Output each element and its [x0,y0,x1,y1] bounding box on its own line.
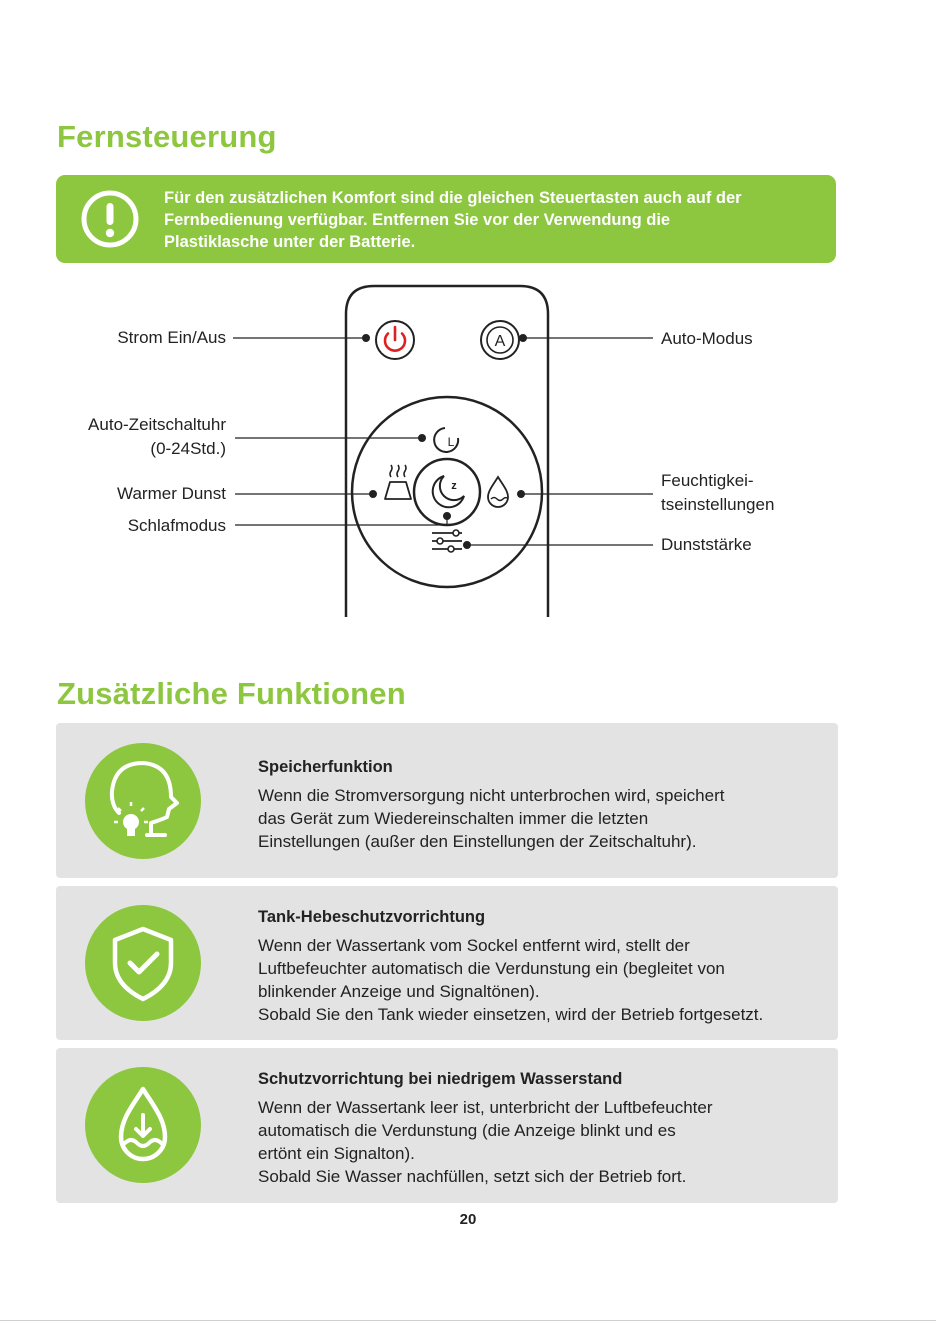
notice-line: Fernbedienung verfügbar. Entfernen Sie vor der Verwendung die [164,211,671,229]
feature-text-line: blinkender Anzeige und Signaltönen). [258,982,540,1001]
section-title-remote: Fernsteuerung [57,119,277,154]
section-title-features: Zusätzliche Funktionen [57,676,406,711]
label-humidity [661,469,774,517]
feature-text-line: Luftbefeuchter automatisch die Verdunstung ein (begleitet von [258,959,725,978]
feature-text-line: Sobald Sie den Tank wieder einsetzen, wird der Betrieb fortgesetzt. [258,1005,764,1024]
head-lightbulb-icon [85,743,201,859]
feature-title: Schutzvorrichtung bei niedrigem Wasserstand [258,1070,623,1088]
notice-line: Für den zusätzlichen Komfort sind die gleichen Steuertasten auch auf der [164,189,742,207]
shield-check-icon [85,905,201,1021]
water-drop-arrow-icon [85,1067,201,1183]
feature-text-line: ertönt ein Signalton). [258,1144,415,1163]
exclamation-circle-icon [80,189,140,249]
notice-text [164,187,824,253]
page-number: 20 [459,1211,477,1228]
label-timer [88,413,226,461]
label-humidity-line2: tseinstellungen [661,495,775,514]
feature-text-line: das Gerät zum Wiedereinschalten immer die letzten [258,809,649,828]
sleep-letter: z [451,480,457,492]
feature-panel-water [56,1048,838,1203]
timer-letter: L [447,435,455,449]
feature-text-line: Wenn der Wassertank leer ist, unterbricht der Luftbefeuchter [258,1098,713,1117]
remote-diagram [0,280,936,625]
label-timer-line2: (0-24Std.) [150,439,226,458]
label-humidity-line1: Feuchtigkei- [661,471,754,490]
feature-panel-tank [56,886,838,1040]
power-icon [376,321,414,359]
feature-title: Speicherfunktion [258,758,393,776]
auto-a-icon [481,321,519,359]
sliders-icon [432,530,462,552]
label-auto-mode: Auto-Modus [661,329,753,348]
feature-text-line: Einstellungen (außer den Einstellungen der Zeitschaltuhr). [258,832,697,851]
label-mist-level: Dunststärke [661,535,752,554]
feature-text-line: Sobald Sie Wasser nachfüllen, setzt sich der Betrieb fort. [258,1167,687,1186]
notice-banner [56,175,836,263]
label-sleep: Schlafmodus [127,516,226,535]
auto-letter: A [494,333,506,350]
feature-panel-memory [56,723,838,878]
feature-title: Tank-Hebeschutzvorrichtung [258,908,486,926]
label-warm-mist: Warmer Dunst [117,484,226,503]
label-power: Strom Ein/Aus [117,328,226,347]
label-timer-line1: Auto-Zeitschaltuhr [88,415,226,434]
feature-text-line: Wenn der Wassertank vom Sockel entfernt wird, stellt der [258,936,690,955]
feature-text-line: automatisch die Verdunstung (die Anzeige blinkt und es [258,1121,676,1140]
notice-line: Plastiklasche unter der Batterie. [164,233,416,251]
feature-text-line: Wenn die Stromversorgung nicht unterbrochen wird, speichert [258,786,725,805]
bottom-rule [0,1320,936,1321]
